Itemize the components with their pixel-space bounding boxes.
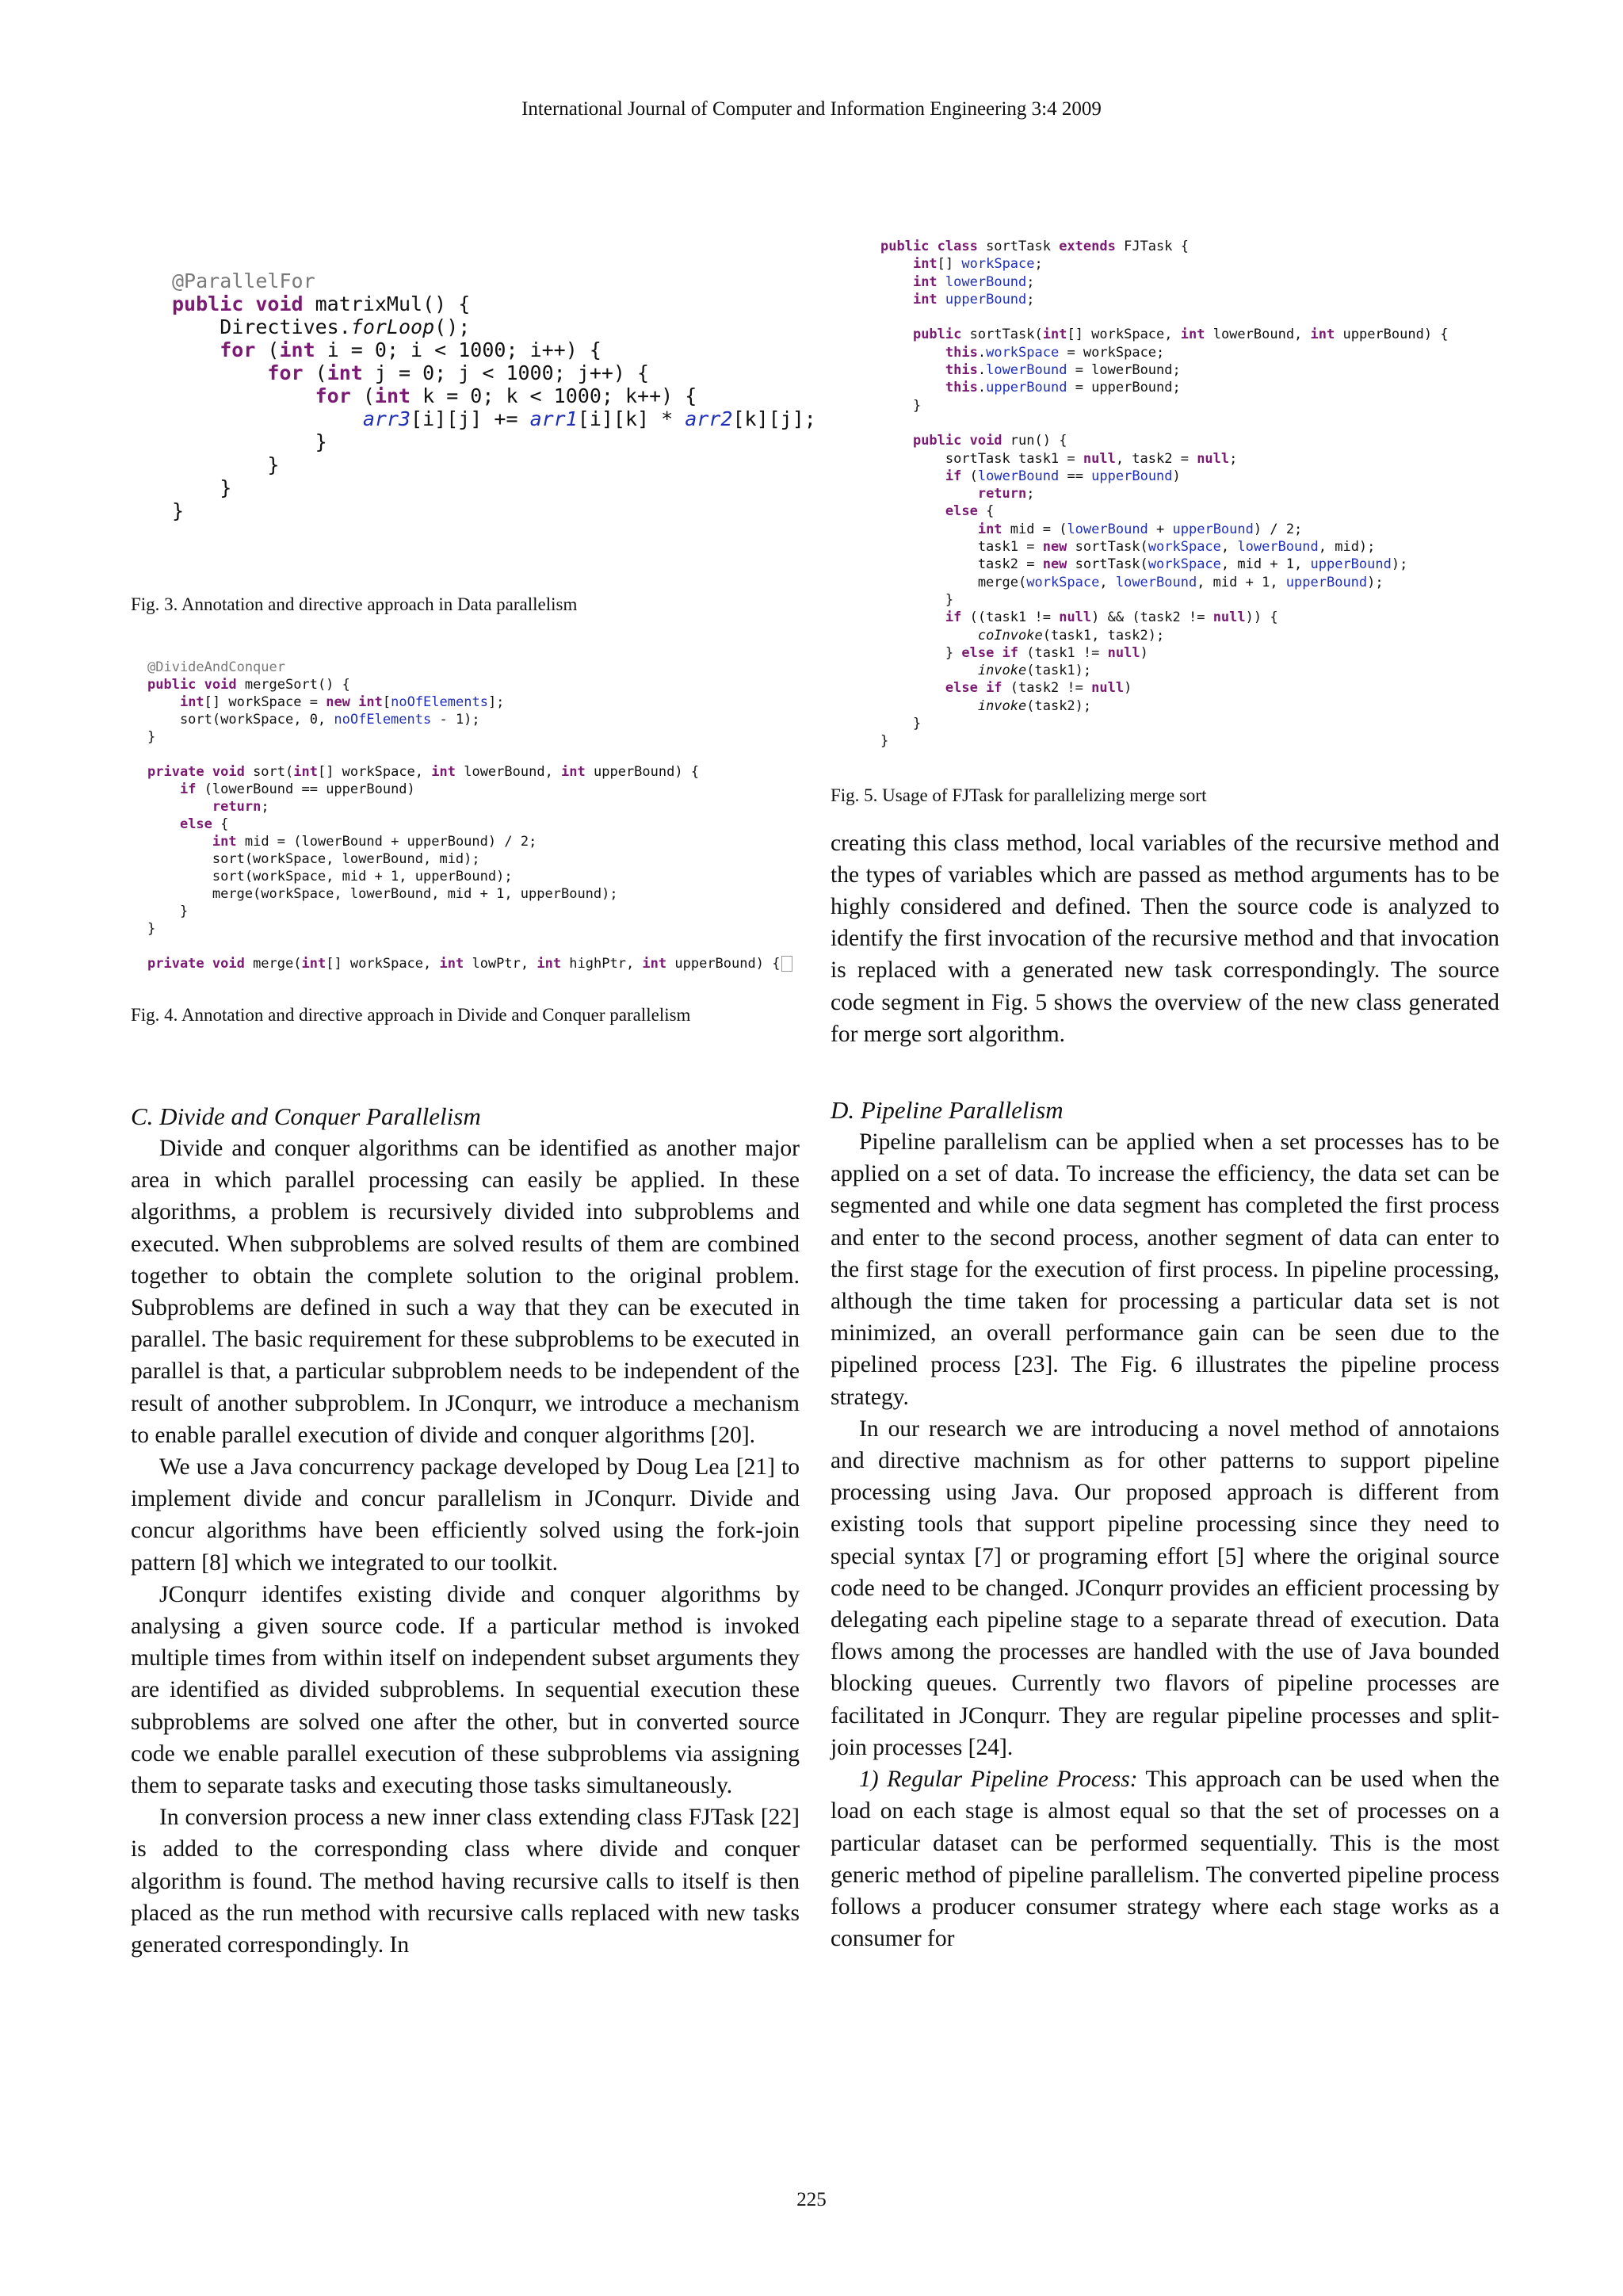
left-paragraph-2: We use a Java concurrency package developed by Doug Lea [21] to implement divide and concur parallelism in JConqurr. Divide and concur algorithms have been efficiently solved using the fork-join pattern [8] which we integrated to our toolkit. [131,1454,800,1576]
right-paragraph-1: Pipeline parallelism can be applied when a set processes has to be applied on a set of data. To increase the efficiency, the data set can be segmented and while one data segment has completed the first process and enter to the second process, another segment of data can enter to the first stage for the execution of first process. In pipeline processing, although the time taken for processing a particular data set is not minimized, an overall performance gain can be seen due to the pipelined process [23]. The Fig. 6 illustrates the pipeline process strategy. [831,1129,1499,1410]
right-paragraph-3 [831,1763,1499,1954]
right-column [831,238,1499,1954]
fig5-caption: Fig. 5. Usage of FJTask for parallelizing merge sort [831,785,1207,805]
fig4-caption: Fig. 4. Annotation and directive approach in Divide and Conquer parallelism [131,1005,691,1025]
section-heading-d: D. Pipeline Parallelism [831,1096,1064,1125]
running-header: International Journal of Computer and Information Engineering 3:4 2009 [521,98,1102,120]
left-paragraph-3: JConqurr identifes existing divide and conquer algorithms by analysing a given source code. If a particular method is invoked multiple times from within itself on independent subset arguments they are identified as divided subproblems. In sequential execution these subproblems are solved one after the other, but in converted source code we enable parallel execution of these subproblems via assigning them to separate tasks and executing those tasks simultaneously. [131,1581,800,1799]
subsection-text: This approach can be used when the load on each stage is almost equal so that the set of processes on a particular dataset can be performed sequentially. This is the most generic method of pipeline parallelism. The converted pipeline process follows a producer consumer strategy where each stage works as a consumer for [831,1767,1499,1952]
left-paragraph-1: Divide and conquer algorithms can be identified as another major area in which parallel processing can easily be applied. In these algorithms, a problem is recursively divided into subproblems and executed. When subproblems are solved results of them are combined together to obtain the complete solution to the original problem. Subproblems are defined in such a way that they can be executed in parallel. The basic requirement for these subproblems to be executed in parallel is that, a particular subproblem needs to be independent of the result of another subproblem. In JConqurr, we introduce a mechanism to enable parallel execution of divide and conquer algorithms [20]. [131,1136,800,1448]
left-column [131,262,816,1961]
fig5-code-listing: public class sortTask extends FJTask { int[] workSpace; int lowerBound; int upperBound; public sortTask(int[] workSpace, int lowerBound, int upperBound) { this.workSpace = workSpace; this.lowerBound = lowerBound; this.upperBound = upperBound; } public void run() { sortTask task1 = null, task2 = null; if (lowerBound == upperBound) return; else { int mid = (lowerBound + upperBound) / 2; task1 = new sortTask(workSpace, lowerBound, mid); task2 = new sortTask(workSpace, mid + 1, upperBound); merge(workSpace, lowerBound, mid + 1, upperBound); } if ((task1 != null) && (task2 != null)) { coInvoke(task1, task2); } else if (task1 != null) invoke(task1); else if (task2 != null) invoke(task2); } } [880,239,1449,750]
subsection-runin-heading: 1) Regular Pipeline Process: [859,1767,1138,1793]
fig4-code-listing: @DivideAndConquer public void mergeSort() { int[] workSpace = new int[noOfElements]; sort(workSpace, 0, noOfElements - 1); } private void sort(int[] workSpace, int lowerBound, int upperBound) { if (lowerBound == upperBound) return; else { int mid = (lowerBound + upperBound) / 2; sort(workSpace, lowerBound, mid); sort(workSpace, mid + 1, upperBound); merge(workSpace, lowerBound, mid + 1, upperBound); } } private void merge(int[] workSpace, int lowPtr, int highPtr, int upperBound) { [147,659,800,972]
right-paragraph-2: In our research we are introducing a novel method of annotaions and directive machnism as for other patterns to support pipeline processing using Java. Our proposed approach is different from existing tools that support pipeline processing since they need to special syntax [7] or programing effort [5] where the original source code need to be changed. JConqurr provides an efficient processing by delegating each pipeline stage to a separate thread of execution. Data flows among the processes are handled with the use of Java bounded blocking queues. Currently two flavors of pipeline processes are facilitated in JConqurr. They are regular pipeline processes and split-join processes [24]. [831,1415,1499,1760]
fig3-caption: Fig. 3. Annotation and directive approach in Data parallelism [131,594,578,614]
left-paragraph-4: In conversion process a new inner class extending class FJTask [22] is added to the corresponding class where divide and conquer algorithm is found. The method having recursive calls to itself is then placed as the run method with recursive calls replaced with new tasks generated correspondingly. In [131,1805,800,1958]
fig3-code-listing: @ParallelFor public void matrixMul() { Directives.forLoop(); for (int i = 0; i < 1000; i++) { for (int j = 0; j < 1000; j++) { for (int k = 0; k < 1000; k++) { arr3[i][j] += arr1[i][k] * arr2[k][j]; } } } } [172,269,816,522]
page-number: 225 [796,2189,827,2210]
section-heading-c: C. Divide and Conquer Parallelism [131,1102,481,1130]
right-paragraph-continued: creating this class method, local variables of the recursive method and the types of variables which are passed as method arguments has to be highly considered and defined. Then the source code is analyzed to identify the first invocation of the recursive method and that invocation is replaced with a generated new task correspondingly. The source code segment in Fig. 5 shows the overview of the new class generated for merge sort algorithm. [831,830,1499,1047]
